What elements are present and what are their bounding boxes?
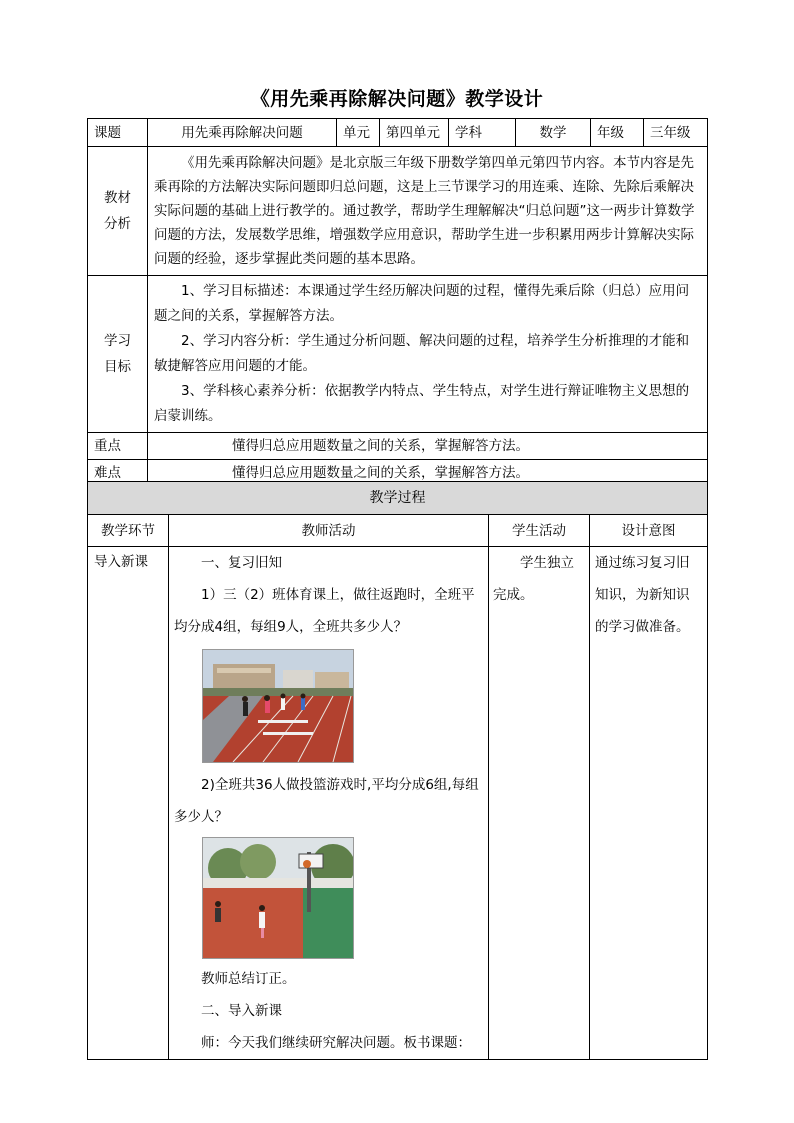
stage-cell: 导入新课 [88, 547, 169, 1060]
student-activity-cell [489, 547, 590, 1060]
grade-value: 三年级 [644, 119, 708, 147]
key-point-label: 重点 [88, 433, 148, 460]
running-track-photo [202, 649, 354, 763]
goal-item-3: 3、学科核心素养分析：依据教学内特点、学生特点，对学生进行辩证唯物主义思想的启蒙训练。 [154, 383, 690, 424]
goal-item-1: 1、学习目标描述：本课通过学生经历解决问题的过程，懂得先乘后除（归总）应用问题之间的关系，掌握解答方法。 [154, 283, 690, 324]
difficulty-text: 懂得归总应用题数量之间的关系，掌握解答方法。 [148, 460, 708, 487]
material-label [88, 147, 148, 276]
goals-label-line1: 学习 [104, 333, 131, 349]
subject-label: 学科 [449, 119, 516, 147]
col-student: 学生活动 [489, 515, 590, 547]
basketball-photo [202, 837, 354, 959]
goal-item-2: 2、学习内容分析：学生通过分析问题、解决问题的过程，培养学生分析推理的才能和敏捷解答应用问题的才能。 [154, 333, 690, 374]
material-label-line1: 教材 [104, 190, 131, 206]
goals-label-line2: 目标 [104, 359, 131, 375]
col-intent: 设计意图 [590, 515, 708, 547]
unit-label: 单元 [337, 119, 380, 147]
col-stage: 教学环节 [88, 515, 169, 547]
difficulty-label: 难点 [88, 460, 148, 487]
subject-value: 数学 [516, 119, 591, 147]
intro-title: 二、导入新课 [201, 1003, 282, 1019]
material-label-line2: 分析 [104, 216, 131, 232]
teacher-line: 师：今天我们继续研究解决问题。板书课题： [201, 1035, 471, 1051]
course-label: 课题 [88, 119, 148, 147]
unit-value: 第四单元 [380, 119, 449, 147]
goals-text [148, 276, 708, 433]
student-activity-text: 学生独立完成。 [493, 555, 574, 603]
question-1: 1）三（2）班体育课上，做往返跑时，全班平均分成4组，每组9人，全班共多少人？ [174, 587, 475, 635]
course-value: 用先乘再除解决问题 [148, 119, 337, 147]
question-2: 2)全班共36人做投篮游戏时,平均分成6组,每组多少人？ [174, 777, 479, 825]
col-teacher: 教师活动 [169, 515, 489, 547]
process-header: 教学过程 [88, 482, 708, 515]
intent-cell [590, 547, 708, 1060]
info-table [87, 118, 708, 487]
page-title: 《用先乘再除解决问题》教学设计 [250, 88, 544, 110]
review-title: 一、复习旧知 [201, 555, 282, 571]
key-point-text: 懂得归总应用题数量之间的关系，掌握解答方法。 [148, 433, 708, 460]
material-text: 《用先乘再除解决问题》是北京版三年级下册数学第四单元第四节内容。本节内容是先乘再除的方法解决实际问题即归总问题，这是上三节课学习的用连乘、连除、先除后乘解决实际问题的基础上进行教学的。通过教学，帮助学生理解解决“归总问题”这一两步计算数学问题的方法，发展数学思维，增强数学应用意识，帮助学生进一步积累用两步计算解决实际问题的经验，逐步掌握此类问题的基本思路。 [148, 147, 708, 276]
teacher-summary: 教师总结订正。 [201, 971, 296, 987]
teacher-activity-cell [169, 547, 489, 1060]
intent-text: 通过练习复习旧知识，为新知识的学习做准备。 [595, 555, 690, 635]
goals-label [88, 276, 148, 433]
process-table [87, 481, 708, 1060]
grade-label: 年级 [591, 119, 644, 147]
